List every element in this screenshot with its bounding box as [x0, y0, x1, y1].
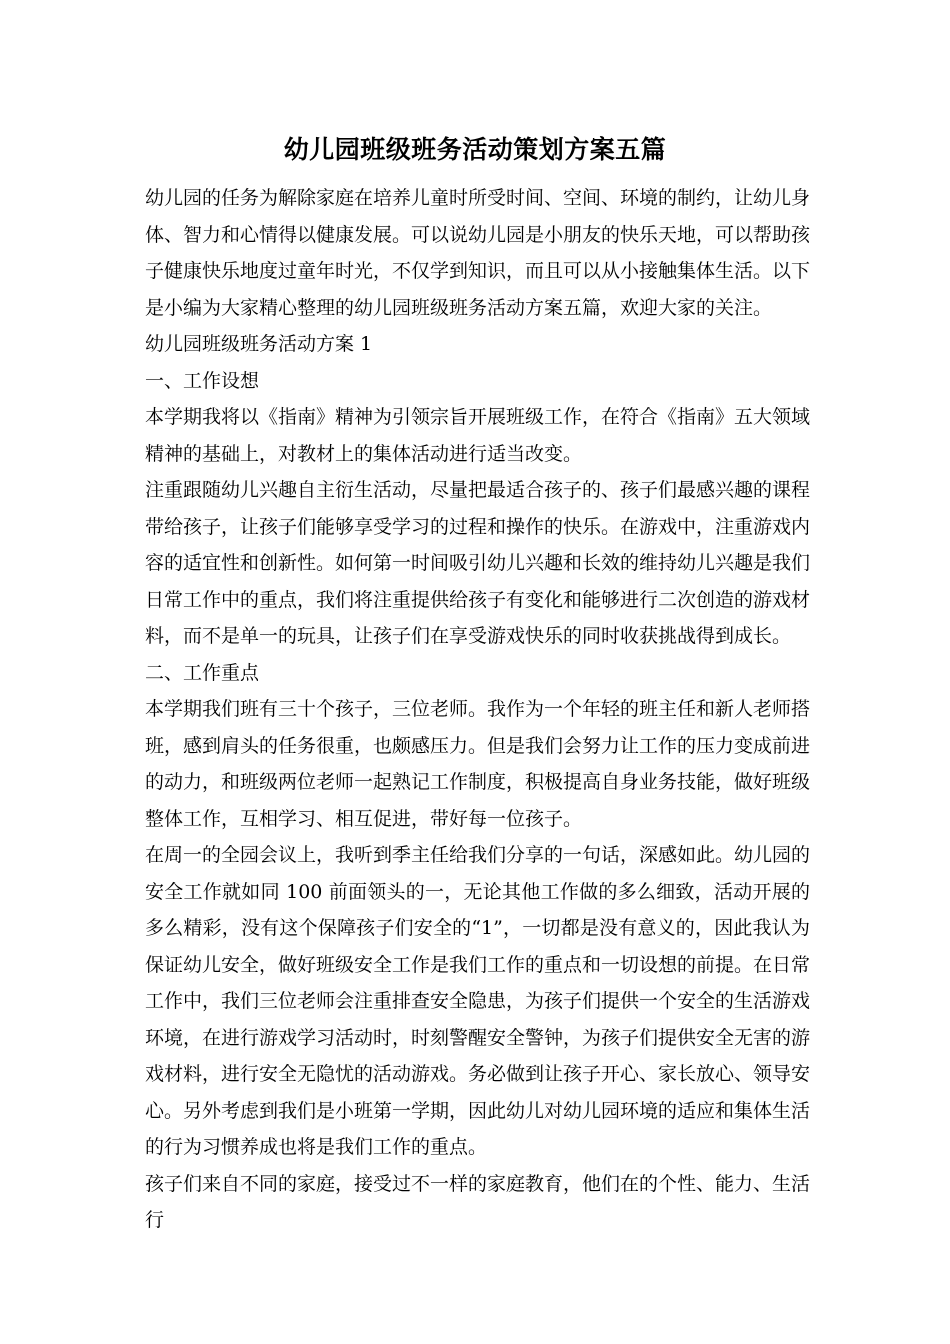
document-title: 幼儿园班级班务活动策划方案五篇 [283, 135, 667, 164]
body-paragraph: 本学期我将以《指南》精神为引领宗旨开展班级工作，在符合《指南》五大领域精神的基础上，对教材上的集体活动进行适当改变。 [145, 406, 811, 465]
subheading-work-ideas: 一、工作设想 [145, 369, 260, 392]
section-heading-plan-1: 幼儿园班级班务活动方案 1 [145, 333, 373, 355]
body-paragraph: 在周一的全园会议上，我听到季主任给我们分享的一句话，深感如此。幼儿园的安全工作就如同 100 前面领头的一，无论其他工作做的多么细致，活动开展的多么精彩，没有这个保障孩子们安全的“1”，一切都是没有意义的，因此我认为保证幼儿安全，做好班级安全工作是我们工作的重点和一切设想的前提。在日常工作中，我们三位老师会注重排查安全隐患，为孩子们提供一个安全的生活游戏环境，在进行游戏学习活动时，时刻警醒安全警钟，为孩子们提供安全无害的游戏材料，进行安全无隐忧的活动游戏。务必做到让孩子开心、家长放心、领导安心。另外考虑到我们是小班第一学期，因此幼儿对幼儿园环境的适应和集体生活的行为习惯养成也将是我们工作的重点。 [145, 844, 811, 1158]
body-paragraph: 孩子们来自不同的家庭，接受过不一样的家庭教育，他们在的个性、能力、生活行 [145, 1172, 811, 1231]
intro-paragraph: 幼儿园的任务为解除家庭在培养儿童时所受时间、空间、环境的制约，让幼儿身体、智力和心情得以健康发展。可以说幼儿园是小朋友的快乐天地，可以帮助孩子健康快乐地度过童年时光，不仅学到知识，而且可以从小接触集体生活。以下是小编为大家精心整理的幼儿园班级班务活动方案五篇，欢迎大家的关注。 [145, 187, 811, 319]
document-body [145, 180, 810, 1239]
subheading-work-focus: 二、工作重点 [145, 661, 260, 684]
body-paragraph: 注重跟随幼儿兴趣自主衍生活动，尽量把最适合孩子的、孩子们最感兴趣的课程带给孩子，让孩子们能够享受学习的过程和操作的快乐。在游戏中，注重游戏内容的适宜性和创新性。如何第一时间吸引幼儿兴趣和长效的维持幼儿兴趣是我们日常工作中的重点，我们将注重提供给孩子有变化和能够进行二次创造的游戏材料，而不是单一的玩具，让孩子们在享受游戏快乐的同时收获挑战得到成长。 [145, 479, 811, 647]
body-paragraph: 本学期我们班有三十个孩子，三位老师。我作为一个年轻的班主任和新人老师搭班，感到肩头的任务很重，也颇感压力。但是我们会努力让工作的压力变成前进的动力，和班级两位老师一起熟记工作制度，积极提高自身业务技能，做好班级整体工作，互相学习、相互促进，带好每一位孩子。 [145, 698, 811, 830]
